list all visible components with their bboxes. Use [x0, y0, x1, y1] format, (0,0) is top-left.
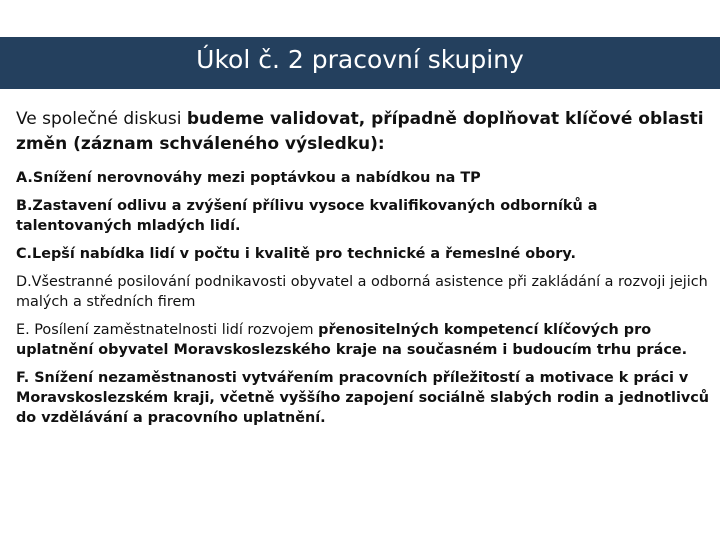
list-item-d: D.Všestranné posilování podnikavosti obyvatel a odborná asistence při zakládání a rozvoji jejich malých a středních firem [16, 274, 708, 310]
list-item-e-bold: přenositelných kompetencí klíčových pro uplatnění obyvatel Moravskoslezského kraje na současném i budoucím trhu práce. [16, 322, 688, 358]
list-item-f: F. Snížení nezaměstnanosti vytvářením pracovních příležitostí a motivace k práci v Moravskoslezském kraji, včetně vyššího zapojení sociálně slabých rodin a jednotlivců do vzdělávání a pracovního uplatnění. [16, 370, 710, 426]
list-item-a: A.Snížení nerovnováhy mezi poptávkou a nabídkou na TP [16, 170, 481, 186]
intro-text-regular: Ve společné diskusi [16, 109, 187, 129]
intro-paragraph [16, 107, 712, 157]
title-bar [0, 37, 720, 89]
slide-title: Úkol č. 2 pracovní skupiny [196, 44, 524, 74]
slide-content [16, 107, 712, 436]
list-item-e-regular: E. Posílení zaměstnatelnosti lidí rozvojem [16, 322, 319, 338]
list-item-c: C.Lepší nabídka lidí v počtu i kvalitě pro technické a řemeslné obory. [16, 246, 576, 262]
list-item-e [16, 320, 712, 360]
list-item-b: B.Zastavení odlivu a zvýšení přílivu vysoce kvalifikovaných odborníků a talentovaných mladých lidí. [16, 198, 598, 234]
intro-text-bold: budeme validovat, případně doplňovat klíčové oblasti změn (záznam schváleného výsledku): [16, 109, 704, 154]
